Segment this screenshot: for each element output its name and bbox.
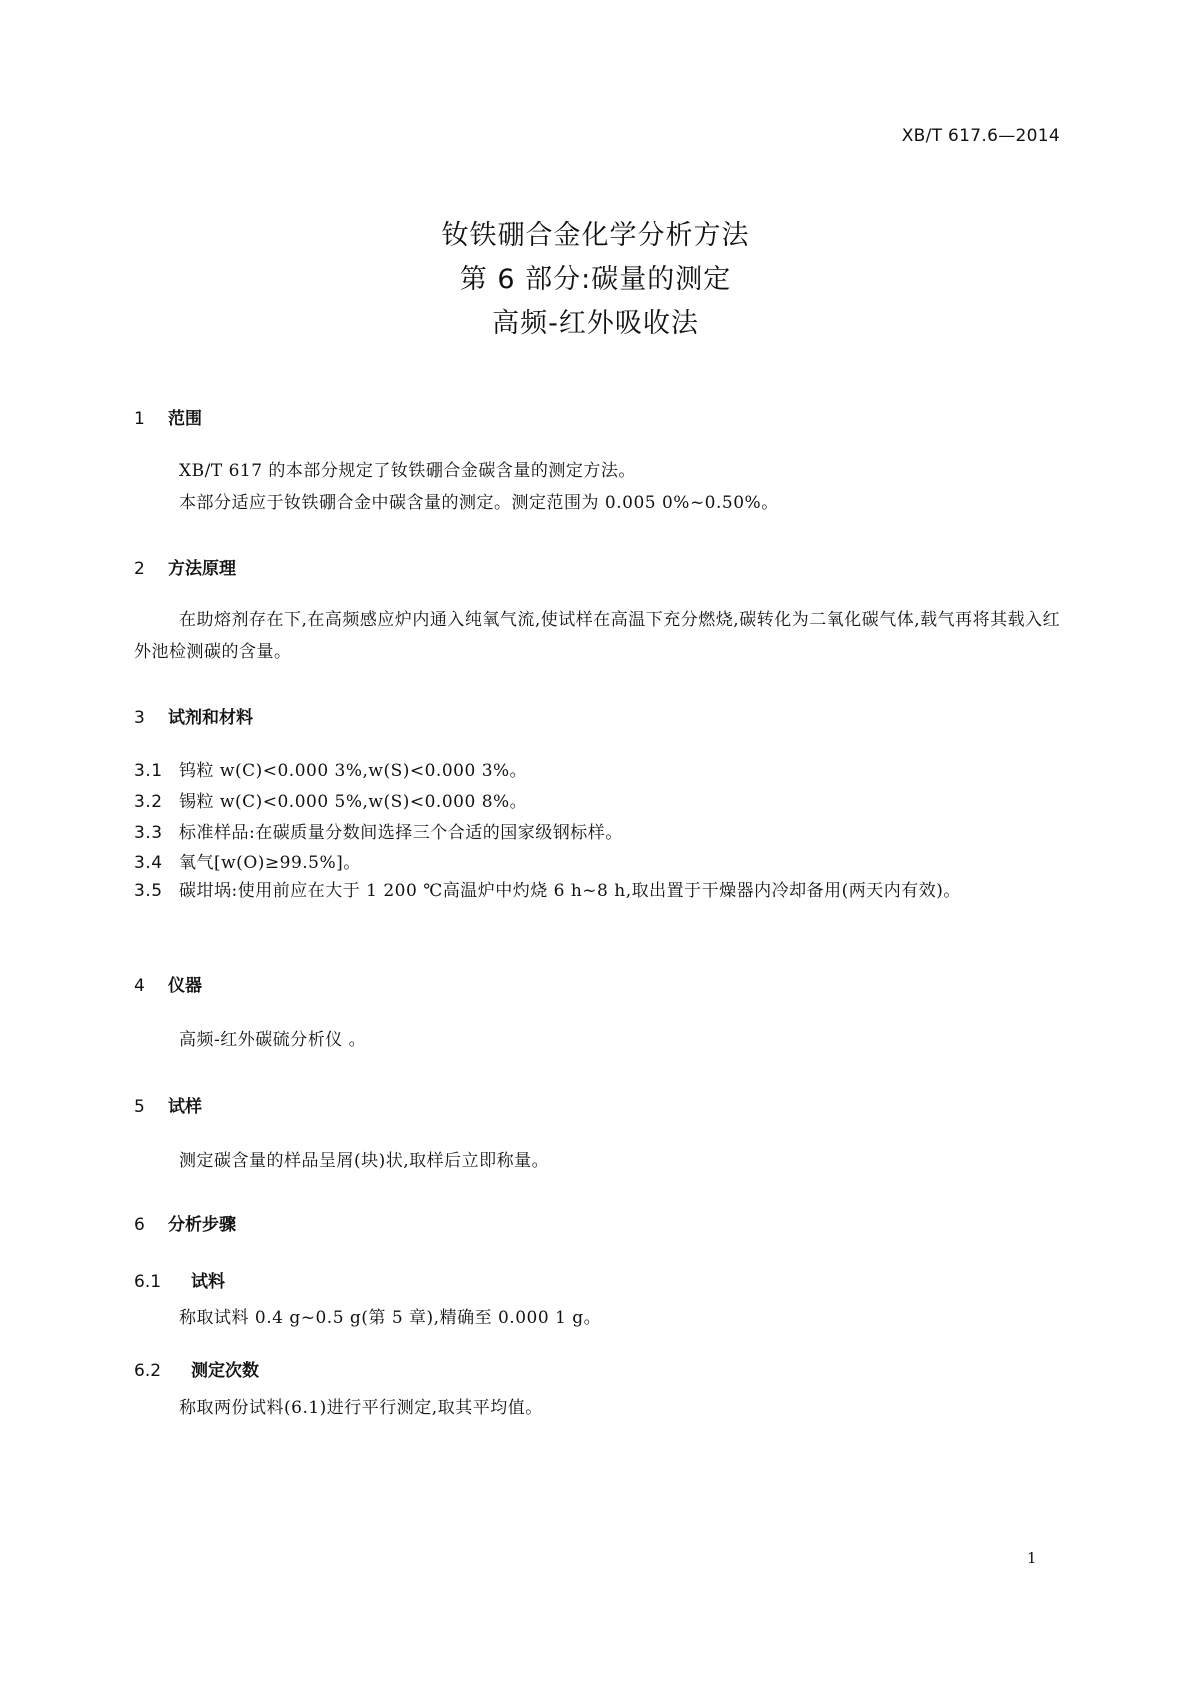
standard-number: XB/T 617.6—2014 (901, 126, 1060, 146)
item-text: 锡粒 w(C)<0.000 5%,w(S)<0.000 8%。 (179, 792, 528, 812)
section-4-heading (134, 971, 202, 996)
section-4-para-1: 高频-红外碳硫分析仪 。 (179, 1030, 367, 1050)
list-item-3-2 (134, 787, 1066, 818)
subsection-title: 测定次数 (191, 1361, 259, 1381)
item-number: 3.4 (134, 853, 163, 873)
section-title: 范围 (168, 409, 202, 429)
item-number: 3.5 (134, 881, 163, 901)
item-text: 氧气[w(O)≥99.5%]。 (179, 853, 361, 873)
list-item-3-1 (134, 756, 1066, 787)
section-3-heading (134, 703, 253, 728)
section-number: 2 (134, 559, 145, 579)
section-number: 6 (134, 1215, 145, 1235)
section-1-heading (134, 404, 202, 429)
section-title: 分析步骤 (168, 1215, 236, 1235)
item-number: 3.2 (134, 792, 163, 812)
section-title: 试样 (168, 1097, 202, 1117)
list-item-3-5 (134, 876, 1066, 907)
title-line-1: 钕铁硼合金化学分析方法 (441, 220, 750, 251)
section-2-para-1: 在助熔剂存在下,在高频感应炉内通入纯氧气流,使试样在高温下充分燃烧,碳转化为二氧化碳气体,载气再将其载入红外池检测碳的含量。 (134, 610, 1061, 662)
item-number: 3.3 (134, 823, 163, 843)
list-item-3-3 (134, 818, 1066, 849)
title-line-2: 第 6 部分:碳量的测定 (459, 264, 732, 295)
subsection-number: 6.1 (134, 1272, 162, 1292)
section-number: 4 (134, 976, 145, 996)
section-6-2-para: 称取两份试料(6.1)进行平行测定,取其平均值。 (179, 1398, 543, 1418)
title-line-3: 高频-红外吸收法 (492, 308, 699, 339)
section-6-heading (134, 1210, 236, 1235)
section-title: 试剂和材料 (168, 708, 253, 728)
section-title: 仪器 (168, 976, 202, 996)
section-number: 1 (134, 409, 145, 429)
item-number: 3.1 (134, 761, 163, 781)
page-number: 1 (1027, 1549, 1037, 1567)
section-number: 3 (134, 708, 145, 728)
section-1-para-1: XB/T 617 的本部分规定了钕铁硼合金碳含量的测定方法。 (179, 461, 636, 481)
subsection-number: 6.2 (134, 1361, 162, 1381)
section-number: 5 (134, 1097, 145, 1117)
section-5-para-1: 测定碳含量的样品呈屑(块)状,取样后立即称量。 (179, 1151, 550, 1171)
section-6-1-heading (134, 1267, 225, 1292)
section-1-para-2: 本部分适应于钕铁硼合金中碳含量的测定。测定范围为 0.005 0%~0.50%。 (179, 493, 779, 513)
item-text: 碳坩埚:使用前应在大于 1 200 ℃高温炉中灼烧 6 h~8 h,取出置于干燥器内冷却备用(两天内有效)。 (179, 881, 961, 901)
section-6-2-heading (134, 1356, 259, 1381)
section-title: 方法原理 (168, 559, 236, 579)
section-5-heading (134, 1092, 202, 1117)
subsection-title: 试料 (191, 1272, 225, 1292)
item-text: 标准样品:在碳质量分数间选择三个合适的国家级钢标样。 (179, 823, 623, 843)
item-text: 钨粒 w(C)<0.000 3%,w(S)<0.000 3%。 (179, 761, 528, 781)
section-6-1-para: 称取试料 0.4 g~0.5 g(第 5 章),精确至 0.000 1 g。 (179, 1308, 602, 1328)
list-item-3-4 (134, 848, 1066, 879)
section-2-heading (134, 554, 236, 579)
